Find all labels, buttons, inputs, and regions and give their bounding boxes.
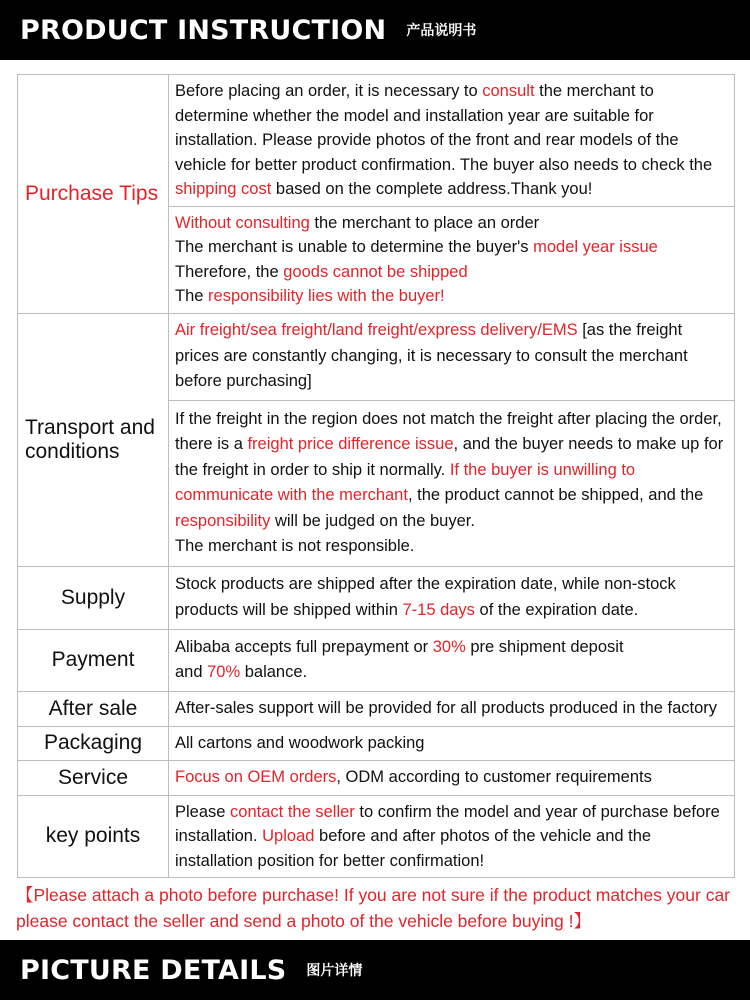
purchase-tips-label: Purchase Tips bbox=[18, 75, 169, 314]
body-text: based on the complete address.Thank you! bbox=[271, 180, 593, 198]
packaging-text bbox=[169, 726, 735, 760]
body-text: Stock products are shipped after the expiration date, while non-stock products will be shipped within bbox=[175, 575, 676, 619]
body-text: before and after photos of the vehicle and the installation position for better confirmation! bbox=[175, 827, 652, 870]
table-row bbox=[18, 566, 735, 629]
highlight-text: 70% bbox=[207, 663, 241, 681]
footer-title: PICTURE DETAILS bbox=[20, 954, 287, 986]
body-text: the merchant to determine whether the model and installation year are suitable for installation. Please provide photos of the front and rear models of the vehicle for better product confirmation. The buyer also needs to check the bbox=[175, 82, 713, 174]
highlight-text: freight price difference issue bbox=[247, 435, 454, 453]
body-text: to confirm the model and year of purchase before installation. bbox=[175, 802, 720, 845]
body-text: The merchant is not responsible. bbox=[175, 537, 415, 555]
footer-subtitle: 图片详情 bbox=[306, 963, 363, 979]
body-text: will be judged on the buyer. bbox=[270, 511, 475, 530]
transport-text-1 bbox=[169, 313, 735, 400]
table-row bbox=[18, 691, 735, 726]
highlight-text: If the buyer is unwilling to communicate with the merchant bbox=[175, 460, 636, 504]
body-text: and bbox=[175, 663, 208, 681]
table-row bbox=[18, 760, 735, 795]
highlight-text: contact the seller bbox=[230, 802, 355, 821]
highlight-text: Focus on OEM orders bbox=[175, 768, 337, 787]
body-text: Please bbox=[175, 802, 231, 821]
highlight-text: Air freight/sea freight/land freight/express delivery/EMS bbox=[175, 321, 578, 340]
key-points-label: key points bbox=[18, 795, 169, 878]
table-row bbox=[18, 795, 735, 878]
body-text: , the product cannot be shipped, and the bbox=[407, 486, 704, 504]
body-text: Before placing an order, it is necessary to bbox=[175, 82, 483, 100]
highlight-text: goods cannot be shipped bbox=[283, 262, 468, 281]
body-text: Alibaba accepts full prepayment or bbox=[175, 637, 433, 656]
purchase-tips-text-1 bbox=[169, 75, 735, 207]
purchase-tips-text-2 bbox=[169, 206, 735, 313]
body-text: The bbox=[175, 287, 209, 305]
header-title: PRODUCT INSTRUCTION bbox=[20, 14, 387, 46]
highlight-text: shipping cost bbox=[175, 180, 272, 198]
body-text: If the freight in the region does not match the freight after placing the order, there is a bbox=[175, 409, 722, 453]
highlight-text: 30% bbox=[432, 637, 466, 656]
header-banner bbox=[0, 0, 750, 60]
transport-text-2 bbox=[169, 400, 735, 566]
highlight-text: 7-15 days bbox=[402, 600, 475, 619]
table-row bbox=[18, 629, 735, 691]
header-subtitle: 产品说明书 bbox=[406, 23, 477, 39]
body-text: After-sales support will be provided for all products produced in the factory bbox=[175, 699, 718, 718]
service-label: Service bbox=[18, 760, 169, 795]
packaging-label: Packaging bbox=[18, 726, 169, 760]
payment-text bbox=[169, 629, 735, 691]
highlight-text: consult bbox=[482, 82, 535, 100]
highlight-text: responsibility bbox=[175, 511, 271, 530]
body-text: balance. bbox=[240, 663, 308, 681]
body-text: , ODM according to customer requirements bbox=[336, 768, 652, 787]
highlight-text: model year issue bbox=[533, 238, 658, 256]
after-sale-text bbox=[169, 691, 735, 726]
body-text: All cartons and woodwork packing bbox=[175, 733, 425, 752]
payment-label: Payment bbox=[18, 629, 169, 691]
table-row bbox=[18, 75, 735, 207]
body-text: , and the buyer needs to make up for the freight in order to ship it normally. bbox=[175, 435, 724, 479]
body-text: pre shipment deposit bbox=[465, 637, 624, 656]
body-text: of the expiration date. bbox=[474, 600, 639, 619]
table-row bbox=[18, 313, 735, 400]
table-row bbox=[18, 726, 735, 760]
purchase-notice: 【Please attach a photo before purchase! If you are not sure if the product matches your car please contact the seller and send a photo of the vehicle before buying !】 bbox=[16, 885, 731, 931]
instruction-table bbox=[17, 74, 735, 878]
key-points-text bbox=[169, 795, 735, 878]
supply-text bbox=[169, 566, 735, 629]
body-text: Therefore, the bbox=[175, 262, 284, 281]
body-text: the merchant to place an order bbox=[309, 213, 540, 232]
service-text bbox=[169, 760, 735, 795]
body-text: [as the freight prices are constantly changing, it is necessary to consult the merchant before purchasing] bbox=[175, 321, 688, 391]
transport-label: Transport and conditions bbox=[18, 313, 169, 566]
highlight-text: Upload bbox=[262, 827, 315, 845]
body-text: The merchant is unable to determine the buyer's bbox=[175, 238, 534, 256]
highlight-text: Without consulting bbox=[175, 213, 310, 232]
footer-banner bbox=[0, 940, 750, 1000]
after-sale-label: After sale bbox=[18, 691, 169, 726]
highlight-text: responsibility lies with the buyer! bbox=[208, 287, 445, 305]
supply-label: Supply bbox=[18, 566, 169, 629]
